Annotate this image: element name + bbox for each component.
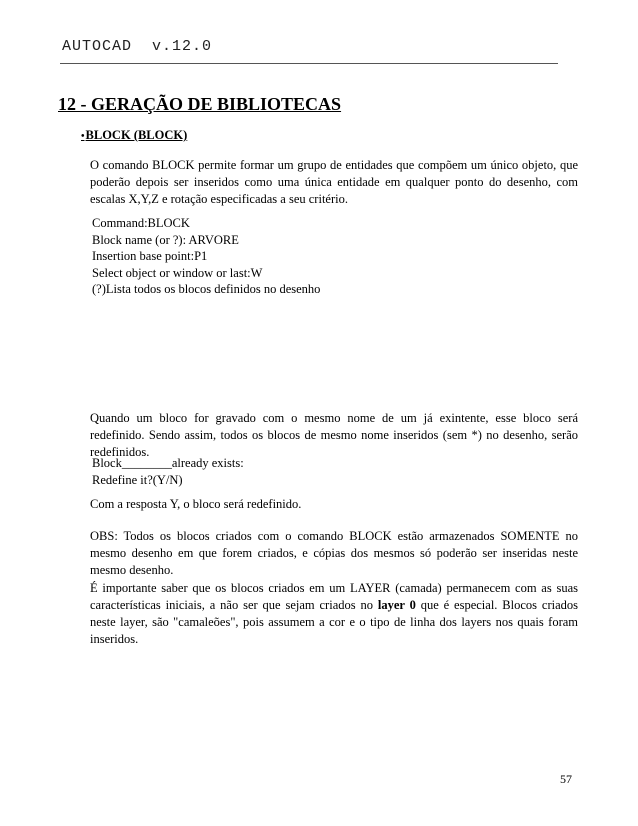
layer-zero-emphasis: layer 0 [377,598,416,612]
obs-paragraph: OBS: Todos os blocos criados com o comando BLOCK estão armazenados SOMENTE no mesmo desenho em que forem criados, e cópias dos mesmos só poderão ser inseridas neste mesmo desenho. [90,529,578,577]
layer-paragraph-after: que é especial. Blocos criados neste layer, são "camaleões", pois assumem a cor e o tipo de linha dos layers nos quais foram inseridos. [90,598,578,646]
command-block [92,215,320,298]
running-header: AUTOCAD v.12.0 [62,38,213,55]
redefine-paragraph: Quando um bloco for gravado com o mesmo nome de um já exintente, esse bloco será redefinido. Sendo assim, todos os blocos de mesmo nome inseridos (sem *) no desenho, serão redefinidos. [90,411,578,459]
section-title: 12 - GERAÇÃO DE BIBLIOTECAS [58,94,342,114]
prompt-block [92,455,244,488]
answer-line: Com a resposta Y, o bloco será redefinido. [90,497,302,511]
page-number: 57 [560,772,572,786]
command-line: Select object or window or last:W [92,265,263,280]
command-line: Insertion base point:P1 [92,249,208,263]
header-rule [60,63,558,64]
command-line: Block name (or ?): ARVORE [92,232,239,247]
command-line: (?)Lista todos os blocos definidos no desenho [92,282,321,296]
layer-paragraph-before: É importante saber que os blocos criados em um LAYER (camada) permanecem com as suas características iniciais, a não ser que sejam criados no [90,581,578,612]
prompt-line: Redefine it?(Y/N) [92,472,183,487]
intro-paragraph: O comando BLOCK permite formar um grupo de entidades que compõem um único objeto, que poderão depois ser inseridos como uma única entidade em qualquer ponto do desenho, com escalas X,Y,Z e rotação especificadas a seu critério. [90,158,578,206]
command-line: Command:BLOCK [92,216,190,230]
subheading-label: BLOCK (BLOCK) [85,128,188,142]
subheading [81,128,187,143]
layer-paragraph [90,580,578,648]
bullet-icon: • [81,131,85,142]
prompt-line: Block________already exists: [92,456,244,470]
